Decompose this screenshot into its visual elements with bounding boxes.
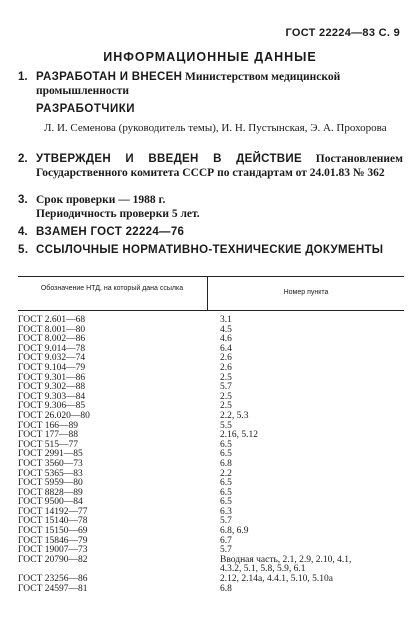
document-designation: ГОСТ 5365—83	[18, 468, 83, 479]
table-row	[18, 585, 404, 595]
document-designation: ГОСТ 8828—89	[18, 487, 83, 498]
developers-list: Л. И. Семенова (руководитель темы), И. Н. Пустынская, Э. А. Прохорова	[44, 122, 387, 134]
section-1-lead: РАЗРАБОТАН И ВНЕСЕН	[36, 71, 183, 83]
table-body	[18, 316, 404, 594]
document-designation: ГОСТ 24597—81	[18, 583, 88, 594]
document-designation: ГОСТ 9.014—78	[18, 343, 86, 354]
clause-number: 2.5	[220, 372, 232, 383]
clause-number: 5.7	[220, 516, 232, 527]
references-table	[18, 276, 404, 594]
document-designation: ГОСТ 9500—84	[18, 497, 83, 508]
section-5-number: 5.	[18, 244, 29, 256]
clause-number: 2.2	[220, 468, 232, 479]
review-frequency: Периодичность проверки 5 лет.	[36, 208, 200, 220]
clause-number: 2.12, 2.14а, 4.4.1, 5.10, 5.10а	[220, 574, 333, 585]
clause-number: 2.6	[220, 362, 232, 373]
document-designation: ГОСТ 26.020—80	[18, 410, 90, 421]
section-1-text: Министерством медицинской промышленности	[36, 71, 341, 97]
clause-number: 2.16, 5.12	[220, 430, 258, 441]
clause-number: 6.5	[220, 439, 232, 450]
document-designation: ГОСТ 9.302—88	[18, 382, 86, 393]
document-designation: ГОСТ 5959—80	[18, 478, 83, 489]
section-2-number: 2.	[18, 153, 28, 165]
document-designation: ГОСТ 9.301—86	[18, 372, 86, 383]
document-designation: ГОСТ 9.303—84	[18, 391, 86, 402]
section-1	[18, 70, 403, 98]
section-4	[18, 225, 403, 239]
document-designation: ГОСТ 2991—85	[18, 449, 83, 460]
clause-number: 4.5	[220, 324, 232, 335]
page-header: ГОСТ 22224—83 С. 9	[285, 27, 400, 39]
clause-number: 2.5	[220, 391, 232, 402]
section-3	[18, 193, 403, 221]
section-4-text: ВЗАМЕН ГОСТ 22224—76	[36, 226, 185, 238]
clause-number: 6.8	[220, 458, 232, 469]
clause-number: Вводная часть, 2.1, 2.9, 2.10, 4.1,	[220, 554, 352, 565]
clause-number: 5.7	[220, 545, 232, 556]
clause-number: 6.7	[220, 535, 232, 546]
clause-number: 5.7	[220, 382, 232, 393]
clause-number: 2.6	[220, 353, 232, 364]
clause-number: 6.4	[220, 343, 232, 354]
document-designation: ГОСТ 2.601—68	[18, 315, 86, 325]
review-period: Срок проверки — 1988 г.	[36, 194, 166, 206]
document-designation: ГОСТ 166—89	[18, 420, 78, 431]
clause-number: 5.5	[220, 420, 232, 431]
document-designation: ГОСТ 9.104—79	[18, 362, 86, 373]
developers-heading: РАЗРАБОТЧИКИ	[36, 103, 135, 115]
document-designation: ГОСТ 15150—69	[18, 526, 88, 537]
clause-number: 2.5	[220, 401, 232, 412]
document-designation: ГОСТ 23256—86	[18, 574, 88, 585]
clause-number: 6.5	[220, 487, 232, 498]
clause-number: 6.8, 6.9	[220, 526, 249, 537]
clause-number: 6.5	[220, 478, 232, 489]
clause-number: 6.5	[220, 449, 232, 460]
document-designation: ГОСТ 15846—79	[18, 535, 88, 546]
table-row	[18, 556, 404, 566]
document-designation: ГОСТ 15140—78	[18, 516, 88, 527]
clause-number: 4.3.2, 5.1, 5.8, 5.9, 6.1	[220, 564, 306, 575]
column-header-document: Обозначение НТД, на который дана ссылка	[40, 285, 184, 292]
document-designation: ГОСТ 8.002—86	[18, 334, 86, 345]
clause-number: 3.1	[220, 315, 232, 325]
page-title: ИНФОРМАЦИОННЫЕ ДАННЫЕ	[103, 50, 317, 64]
document-designation: ГОСТ 14192—77	[18, 506, 88, 517]
document-designation: ГОСТ 20790—82	[18, 554, 88, 565]
clause-number: 2.2, 5.3	[220, 410, 249, 421]
section-4-number: 4.	[18, 226, 28, 238]
section-5-text: ССЫЛОЧНЫЕ НОРМАТИВНО-ТЕХНИЧЕСКИЕ ДОКУМЕНТЫ	[36, 244, 384, 256]
section-2-lead: УТВЕРЖДЕН И ВВЕДЕН В ДЕЙСТВИЕ	[36, 153, 302, 165]
section-5	[18, 243, 403, 257]
section-1-number: 1.	[18, 71, 28, 83]
section-2-decree-number: № 362	[352, 167, 385, 179]
column-header-clause: Номер пункта	[283, 289, 329, 296]
section-2	[18, 152, 403, 180]
clause-number: 4.6	[220, 334, 232, 345]
clause-number: 6.5	[220, 497, 232, 508]
clause-number: 6.3	[220, 506, 232, 517]
document-designation: ГОСТ 8.001—80	[18, 324, 86, 335]
document-designation: ГОСТ 3560—73	[18, 458, 83, 469]
document-designation: ГОСТ 9.032—74	[18, 353, 86, 364]
document-designation: ГОСТ 19007—73	[18, 545, 88, 556]
section-3-number: 3.	[18, 194, 28, 206]
document-designation: ГОСТ 9.306—85	[18, 401, 86, 412]
section-2-text: Постановлением Государственного комитета СССР по стандартам от 24.01.83	[36, 153, 403, 179]
document-designation: ГОСТ 515—77	[18, 439, 78, 450]
table-header	[18, 276, 404, 311]
clause-number: 6.8	[220, 583, 232, 594]
document-designation: ГОСТ 177—88	[18, 430, 78, 441]
